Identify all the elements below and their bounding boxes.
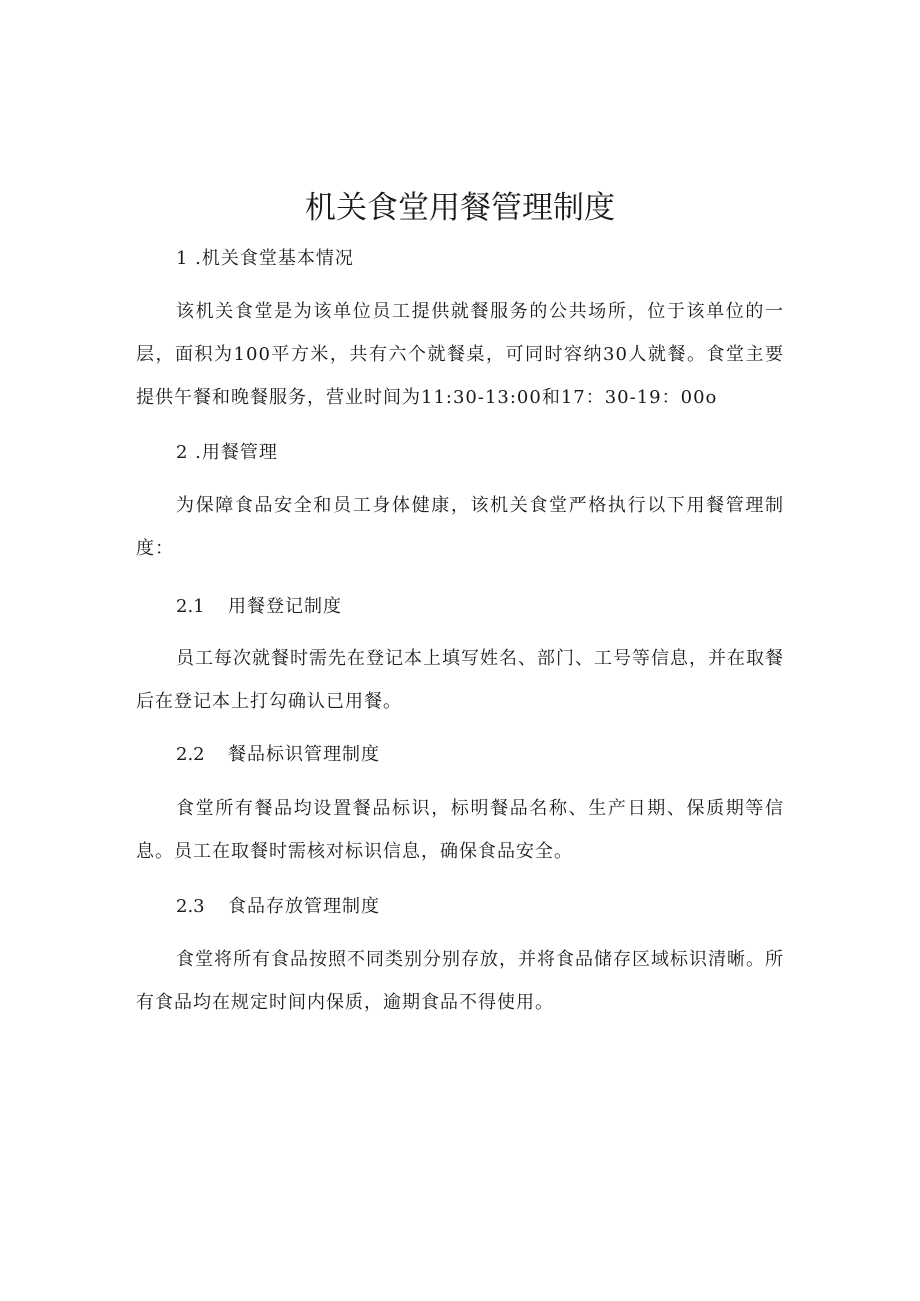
subsection-heading-2-3: [176, 894, 380, 920]
subsection-title: 食品存放管理制度: [228, 896, 380, 917]
subsection-body-2-2: 食堂所有餐品均设置餐品标识，标明餐品名称、生产日期、保质期等信息。员工在取餐时需核对标识信息，确保食品安全。: [136, 798, 784, 862]
section-body-2: 为保障食品安全和员工身体健康，该机关食堂严格执行以下用餐管理制度：: [136, 495, 784, 559]
subsection-number: 2.2: [176, 744, 205, 765]
subsection-heading-2-2: [176, 742, 380, 768]
section-body-1: 该机关食堂是为该单位员工提供就餐服务的公共场所，位于该单位的一层，面积为100平方米，共有六个就餐桌，可同时容纳30人就餐。食堂主要提供午餐和晚餐服务，营业时间为11:30-13:00和17：30-19：00o: [136, 301, 784, 408]
page-title: 机关食堂用餐管理制度: [305, 190, 615, 226]
subsection-title: 用餐登记制度: [228, 596, 342, 617]
subsection-body-2-3: 食堂将所有食品按照不同类别分别存放，并将食品储存区域标识清晰。所有食品均在规定时间内保质，逾期食品不得使用。: [136, 949, 784, 1013]
subsection-title: 餐品标识管理制度: [228, 744, 380, 765]
section-heading-2: 2 .用餐管理: [176, 442, 278, 463]
subsection-number: 2.3: [176, 896, 205, 917]
subsection-heading-2-1: [176, 594, 342, 620]
subsection-body-2-1: 员工每次就餐时需先在登记本上填写姓名、部门、工号等信息，并在取餐后在登记本上打勾确认已用餐。: [136, 648, 784, 712]
section-heading-1: 1 .机关食堂基本情况: [176, 248, 354, 269]
subsection-number: 2.1: [176, 596, 205, 617]
